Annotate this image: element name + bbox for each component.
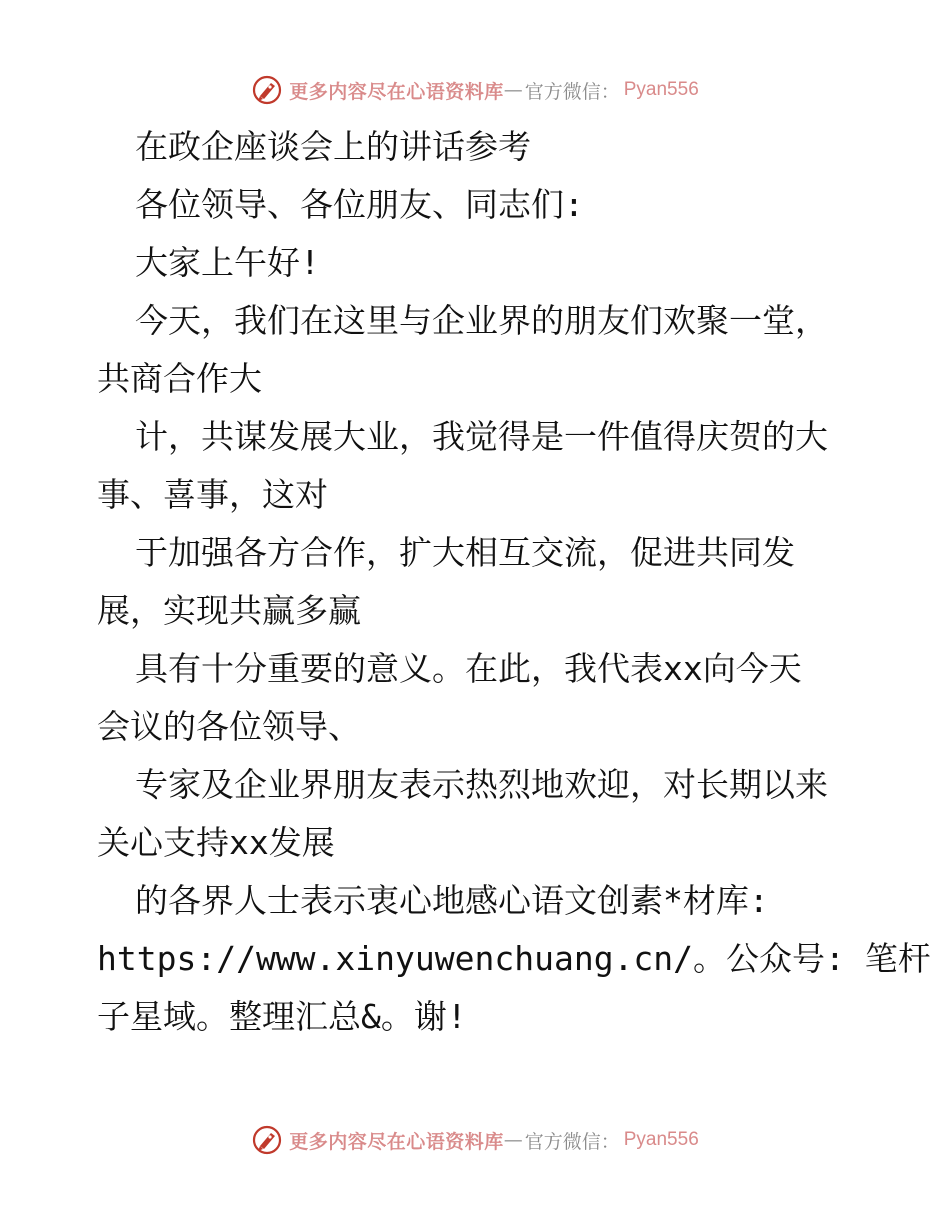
watermark-wechat-id: Pyan556 [623,1129,699,1150]
text-line: 具有十分重要的意义。在此，我代表xx向今天 [135,649,802,688]
pen-nib-seal-icon [251,74,283,106]
text-line: 关心支持xx发展 [97,823,335,862]
watermark-main-text: 更多内容尽在心语资料库 [289,80,504,103]
document-body [97,118,931,1046]
watermark-separator: — [503,1129,523,1151]
text-line: 专家及企业界朋友表示热烈地欢迎，对长期以来 [135,765,828,804]
watermark-wechat-label: 官方微信： [524,1130,620,1153]
text-line: 共商合作大 [97,359,262,398]
text-line: 今天，我们在这里与企业界的朋友们欢聚一堂， [135,301,828,340]
text-line: https://www.xinyuwenchuang.cn/。公众号: 笔杆 [97,939,931,978]
watermark-main-text: 更多内容尽在心语资料库 [289,1130,504,1153]
text-line: 计，共谋发展大业，我觉得是一件值得庆贺的大 [135,417,828,456]
text-line: 于加强各方合作，扩大相互交流，促进共同发 [135,533,795,572]
text-line: 事、喜事，这对 [97,475,328,514]
watermark-separator: — [503,79,523,101]
text-line: 展，实现共赢多赢 [97,591,361,630]
text-line: 在政企座谈会上的讲话参考 [135,127,531,166]
header-watermark [0,70,950,110]
text-line: 子星域。整理汇总&。谢! [97,997,467,1036]
text-line: 的各界人士表示衷心地感心语文创素*材库: [135,881,769,920]
text-line: 大家上午好! [135,243,320,282]
pen-nib-seal-icon [251,1124,283,1156]
watermark-wechat-label: 官方微信： [524,80,620,103]
footer-watermark [0,1120,950,1160]
watermark-wechat-id: Pyan556 [623,79,699,100]
text-line: 各位领导、各位朋友、同志们: [135,185,584,224]
text-line: 会议的各位领导、 [97,707,361,746]
